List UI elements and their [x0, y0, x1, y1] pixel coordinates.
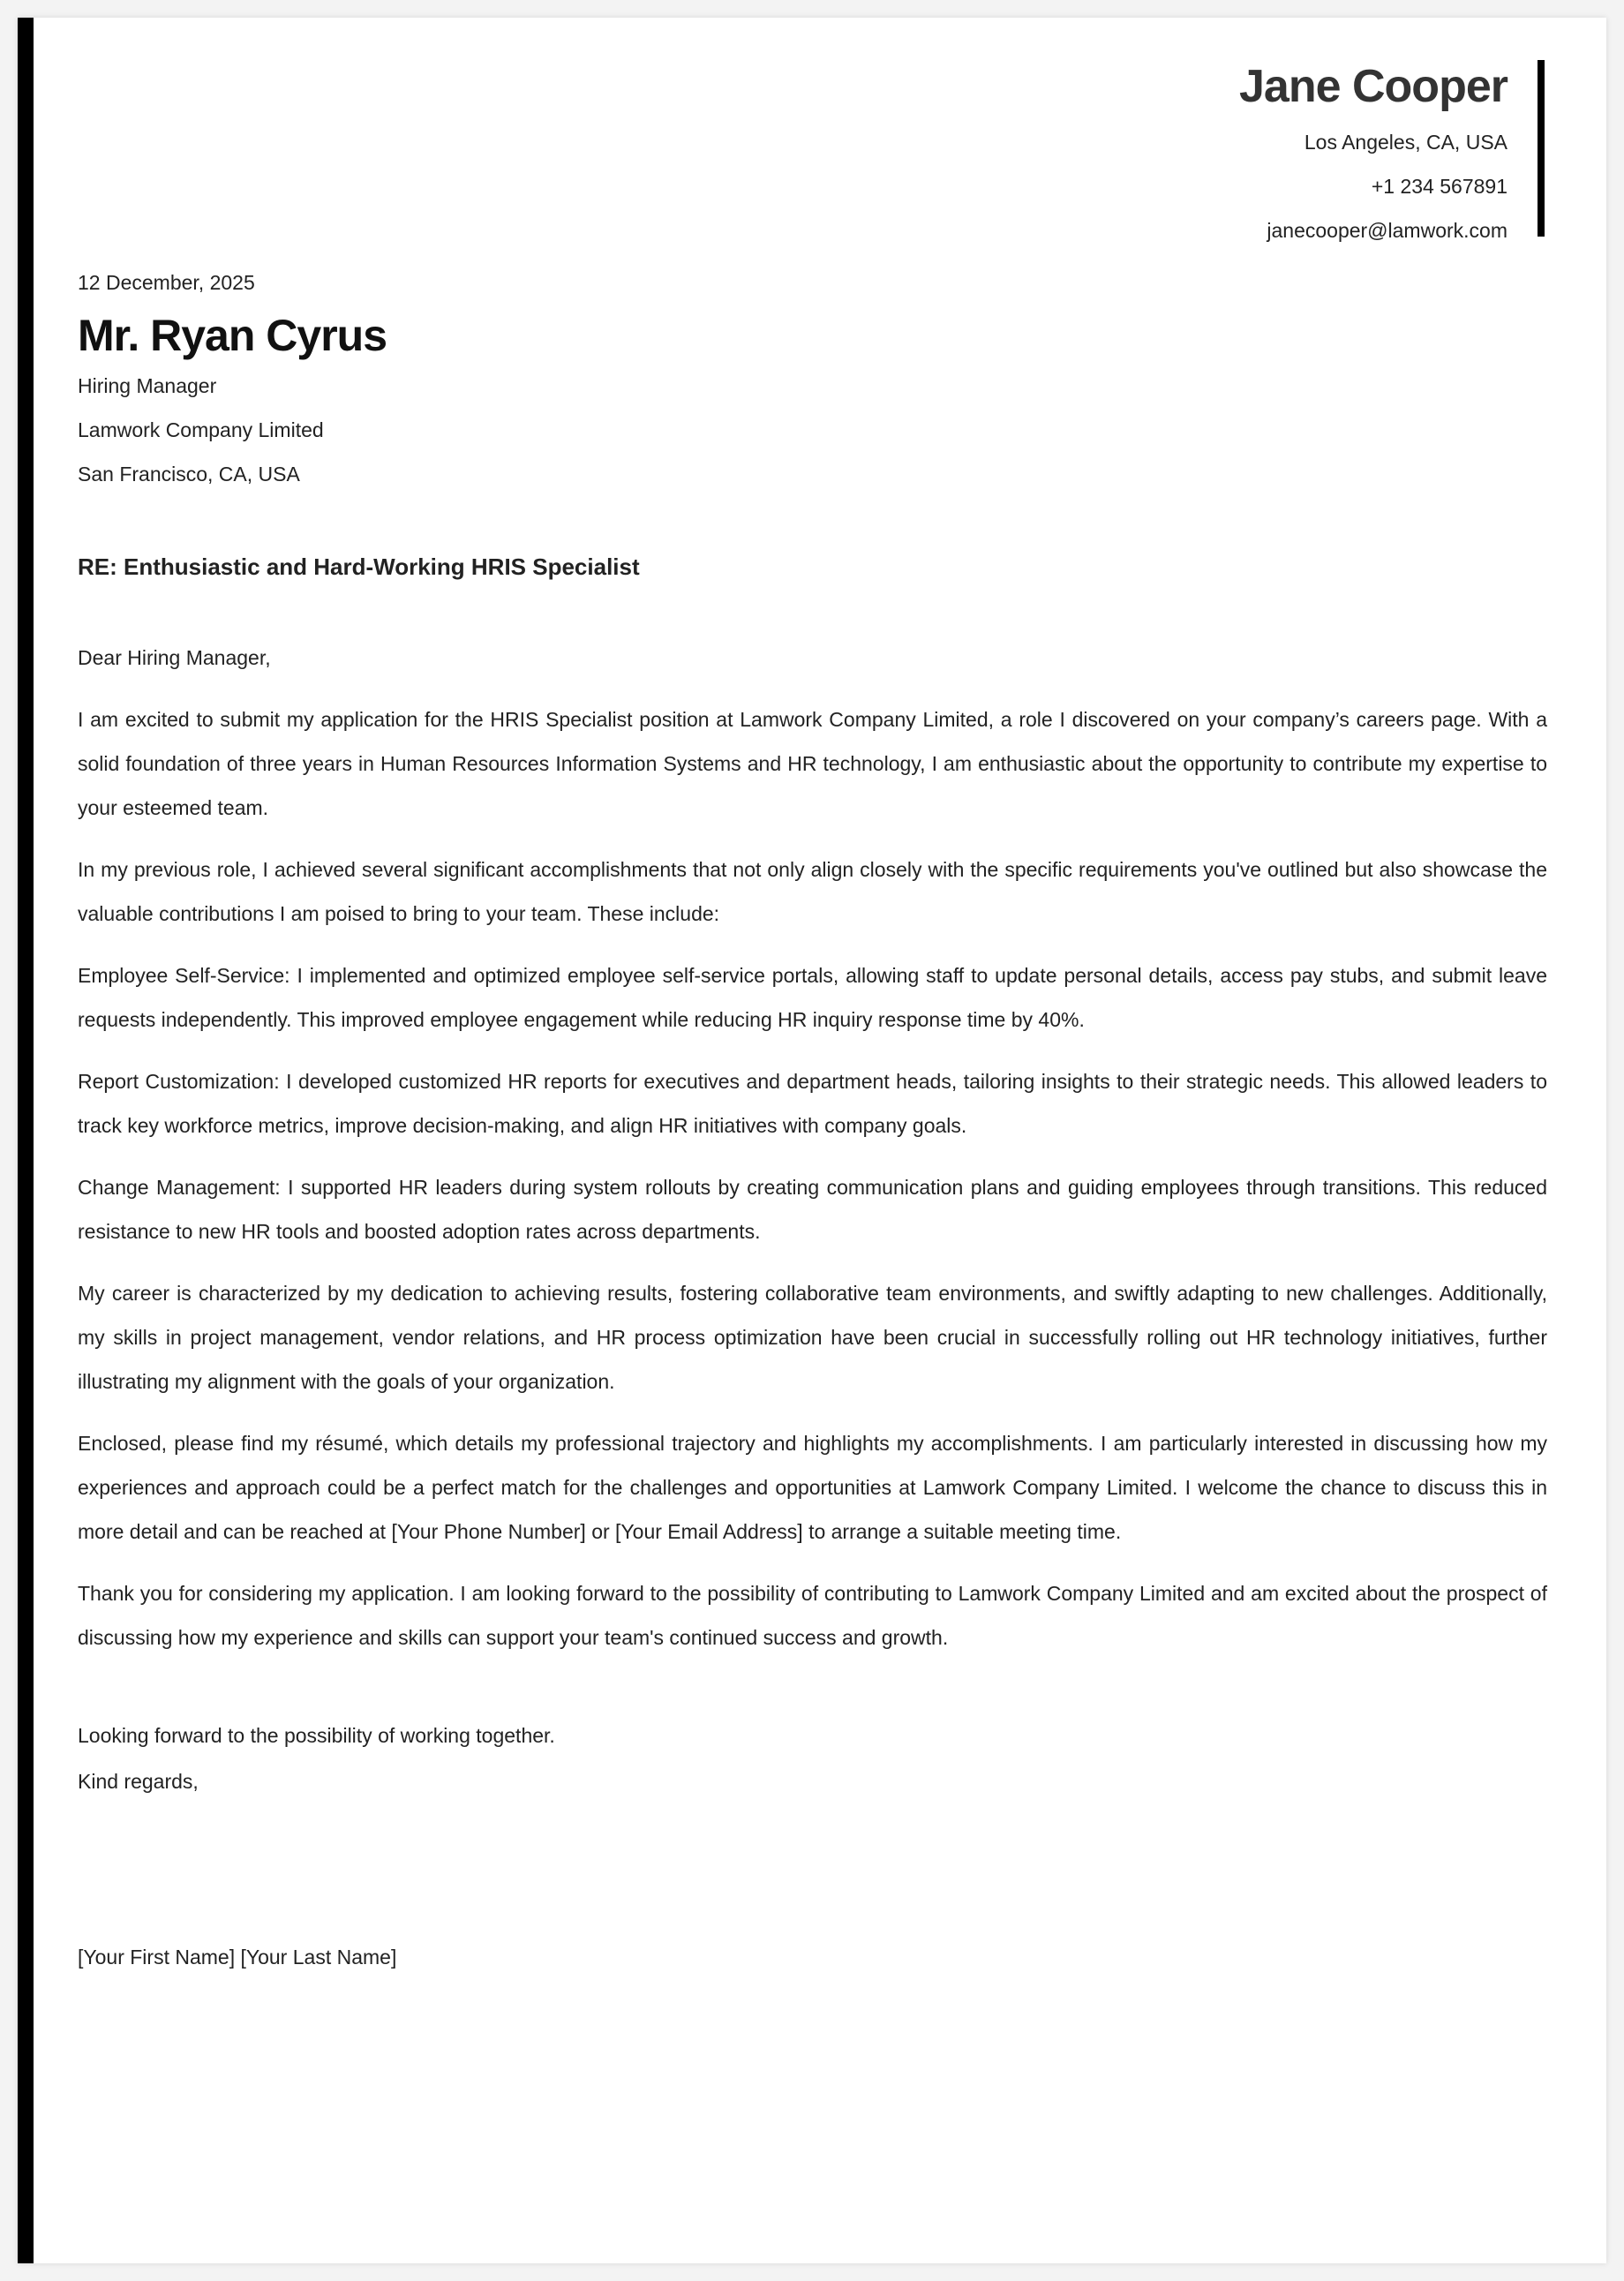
sender-email: janecooper@lamwork.com: [1267, 219, 1507, 242]
body-paragraph: Change Management: I supported HR leaders during system rollouts by creating communication plans and guiding employees through transitions. This reduced resistance to new HR tools and boosted adoption rates across departments.: [78, 1176, 1547, 1243]
body-paragraph: Enclosed, please find my résumé, which details my professional trajectory and highlights my accomplishments. I am particularly interested in discussing how my experiences and approach could be a perfect match for the challenges and opportunities at Lamwork Company Limited. I welcome the chance to discuss this in more detail and can be reached at [Your Phone Number] or [Your Email Address] to arrange a suitable meeting time.: [78, 1432, 1547, 1543]
closing-line: Looking forward to the possibility of working together.: [78, 1724, 555, 1747]
recipient-name: Mr. Ryan Cyrus: [78, 311, 387, 360]
letter-content: [78, 265, 1547, 1979]
sender-name: Jane Cooper: [1239, 61, 1507, 112]
recipient-company: Lamwork Company Limited: [78, 418, 324, 441]
body-paragraph: Report Customization: I developed customized HR reports for executives and department heads, tailoring insights to their strategic needs. This allowed leaders to track key workforce metrics, improve decision-making, and align HR initiatives with company goals.: [78, 1070, 1547, 1137]
letter-date: 12 December, 2025: [78, 271, 255, 294]
body-paragraph: My career is characterized by my dedication to achieving results, fostering collaborative team environments, and swiftly adapting to new challenges. Additionally, my skills in project management, vendor relations, and HR process optimization have been crucial in successfully rolling out HR technology initiatives, further illustrating my alignment with the goals of your organization.: [78, 1282, 1547, 1393]
closing-block: [78, 1713, 1547, 1804]
left-accent-bar: [18, 18, 34, 2263]
body-paragraph: I am excited to submit my application for the HRIS Specialist position at Lamwork Company Limited, a role I discovered on your company’s careers page. With a solid foundation of three years in Human Resources Information Systems and HR technology, I am enthusiastic about the opportunity to contribute my expertise to your esteemed team.: [78, 708, 1547, 819]
signature: [Your First Name] [Your Last Name]: [78, 1946, 397, 1969]
letter-subject: RE: Enthusiastic and Hard-Working HRIS Specialist: [78, 553, 640, 580]
body-paragraph: Employee Self-Service: I implemented and optimized employee self-service portals, allowing staff to update personal details, access pay stubs, and submit leave requests independently. This improved employee engagement while reducing HR inquiry response time by 40%.: [78, 964, 1547, 1031]
sender-phone: +1 234 567891: [1371, 175, 1507, 198]
body-paragraph: Thank you for considering my application. I am looking forward to the possibility of contributing to Lamwork Company Limited and am excited about the prospect of discussing how my experience and skills can support your team's continued success and growth.: [78, 1582, 1547, 1649]
sign-off: Kind regards,: [78, 1770, 199, 1793]
recipient-location: San Francisco, CA, USA: [78, 463, 300, 486]
sender-header: [1239, 60, 1545, 252]
letter-page: [18, 18, 1606, 2263]
recipient-title: Hiring Manager: [78, 374, 217, 397]
body-paragraph: In my previous role, I achieved several significant accomplishments that not only align closely with the specific requirements you've outlined but also showcase the valuable contributions I am poised to bring to your team. These include:: [78, 858, 1547, 925]
sender-location: Los Angeles, CA, USA: [1304, 131, 1507, 154]
salutation: Dear Hiring Manager,: [78, 646, 271, 669]
